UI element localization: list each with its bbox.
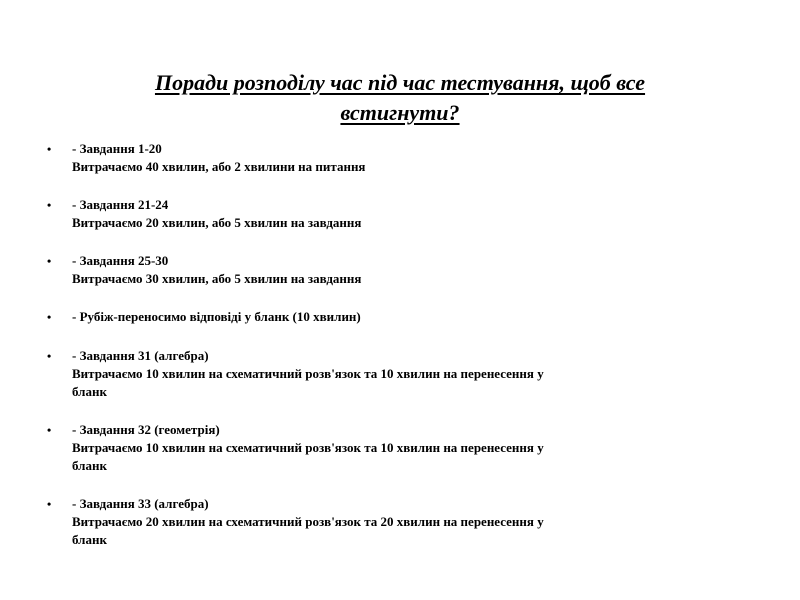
list-item	[47, 421, 747, 475]
item-heading: - Завдання 1-20	[72, 141, 162, 156]
item-detail: Витрачаємо 10 хвилин на схематичний розв'язок та 10 хвилин на перенесення у	[72, 440, 544, 455]
item-detail: Витрачаємо 20 хвилин на схематичний розв'язок та 20 хвилин на перенесення у	[72, 514, 544, 529]
slide-title	[40, 68, 760, 128]
item-detail: Витрачаємо 30 хвилин, або 5 хвилин на завдання	[72, 271, 362, 286]
list-item	[47, 308, 747, 326]
item-detail: Витрачаємо 20 хвилин, або 5 хвилин на завдання	[72, 215, 362, 230]
item-heading: - Завдання 32 (геометрія)	[72, 422, 220, 437]
item-heading: - Рубіж-переносимо відповіді у бланк (10 хвилин)	[72, 309, 361, 324]
item-detail-continuation: бланк	[72, 458, 107, 473]
list-item	[47, 252, 747, 288]
tips-list	[47, 140, 747, 569]
item-heading: - Завдання 31 (алгебра)	[72, 348, 209, 363]
bullet-icon: •	[47, 198, 52, 212]
bullet-icon: •	[47, 349, 52, 363]
item-detail: Витрачаємо 40 хвилин, або 2 хвилини на питання	[72, 159, 366, 174]
list-item	[47, 495, 747, 549]
list-item	[47, 347, 747, 401]
bullet-icon: •	[47, 310, 52, 324]
item-detail-continuation: бланк	[72, 532, 107, 547]
item-heading: - Завдання 25-30	[72, 253, 169, 268]
slide-title-line-1: Поради розподілу час під час тестування, щоб все	[154, 70, 646, 95]
item-detail-continuation: бланк	[72, 384, 107, 399]
bullet-icon: •	[47, 142, 52, 156]
bullet-icon: •	[47, 497, 52, 511]
bullet-icon: •	[47, 423, 52, 437]
slide-title-line-2: встигнути?	[340, 100, 460, 125]
list-item	[47, 140, 747, 176]
item-heading: - Завдання 21-24	[72, 197, 169, 212]
list-item	[47, 196, 747, 232]
bullet-icon: •	[47, 254, 52, 268]
item-heading: - Завдання 33 (алгебра)	[72, 496, 209, 511]
item-detail: Витрачаємо 10 хвилин на схематичний розв'язок та 10 хвилин на перенесення у	[72, 366, 544, 381]
